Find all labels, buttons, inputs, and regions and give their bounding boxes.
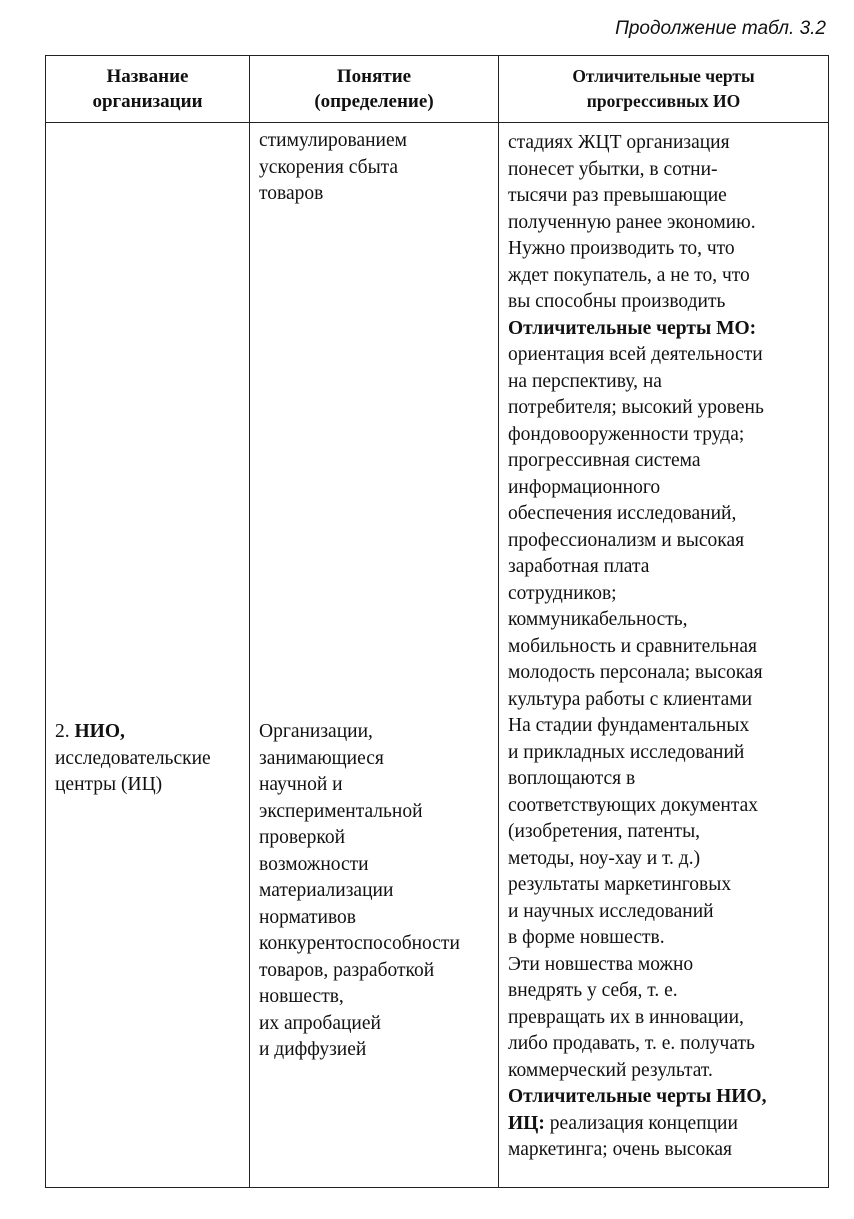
header-distinctive-features: Отличительные черты прогрессивных ИО <box>499 56 829 123</box>
concept-cell <box>250 123 499 1188</box>
item-name: НИО, <box>74 721 125 742</box>
features-text: стадиях ЖЦТ организация понесет убытки, в сотни- тысячи раз превышающие полученную ранее экономию. Нужно производить то, что ждет покупатель, а не то, что вы способны производить Отличительные черты МО: ориентация всей деятельности на перспективу, на потребителя; высокий уровень фондовооруженности труда; прогрессивная система информационного обеспечения исследований, профессионализм и высокая заработная плата сотрудников; коммуникабельность, мобильность и сравнительная молодость персонала; высокая культура работы с клиентами На стадии фундаментальных и прикладных исследований воплощаются в соответствующих документах (изобретения, патенты, методы, ноу-хау и т. д.) результаты маркетинговых и научных исследований в форме новшеств. Эти новшества можно внедрять у себя, т. е. превращать их в инновации, либо продавать, т. е. получать коммерческий результат. Отличительные черты НИО, ИЦ: реализация концепции маркетинга; очень высокая <box>508 130 824 1164</box>
table-row <box>46 123 829 1188</box>
organizations-table <box>45 55 829 1188</box>
item-number: 2. <box>55 721 70 742</box>
table-caption: Продолжение табл. 3.2 <box>615 18 826 39</box>
header-organization-name: Название организации <box>46 56 250 123</box>
table-header-row <box>46 56 829 123</box>
nio-name: 2. НИО, исследовательские центры (ИЦ) <box>55 721 211 795</box>
organization-name-cell <box>46 123 250 1188</box>
features-cell <box>499 123 829 1188</box>
nio-features-heading: Отличительные черты НИО, <box>508 1086 767 1107</box>
mo-features-heading: Отличительные черты МО: <box>508 317 757 339</box>
nio-definition: Организации, занимающиеся научной и экспериментальной проверкой возможности материализации нормативов конкурентоспособности товаров, разработкой новшеств, их апробацией и диффузией <box>259 721 460 1060</box>
header-concept: Понятие (определение) <box>250 56 499 123</box>
concept-continuation: стимулированием ускорения сбыта товаров <box>259 130 407 204</box>
